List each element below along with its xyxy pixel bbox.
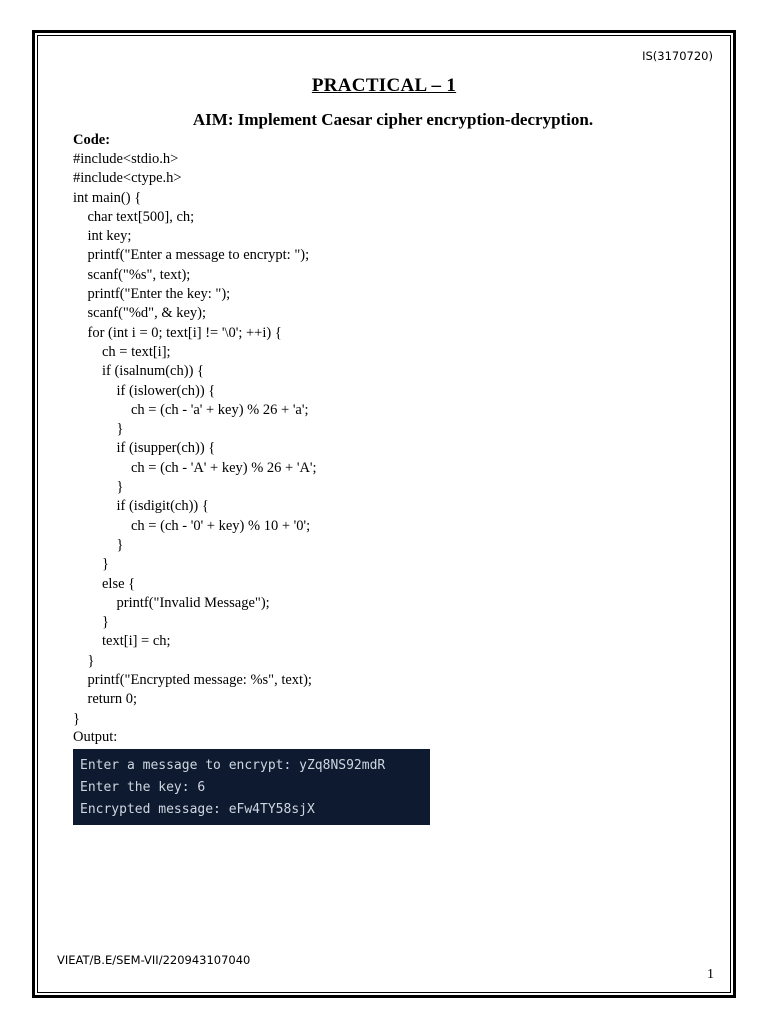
course-code: IS(3170720) — [642, 49, 713, 63]
code-line: } — [73, 421, 124, 438]
terminal-line: Encrypted message: eFw4TY58sjX — [80, 802, 315, 817]
code-line: if (isalnum(ch)) { — [73, 363, 204, 380]
code-line: scanf("%s", text); — [73, 266, 191, 283]
code-line: int main() { — [73, 189, 142, 206]
code-line: if (islower(ch)) { — [73, 382, 216, 399]
code-line: char text[500], ch; — [73, 208, 195, 225]
code-line: } — [73, 536, 124, 553]
output-label: Output: — [73, 729, 118, 745]
terminal-line: Enter the key: 6 — [80, 780, 206, 795]
code-line: printf("Enter the key: "); — [73, 286, 231, 303]
code-line: if (isupper(ch)) { — [73, 440, 216, 457]
terminal-output — [73, 749, 430, 825]
footer-enrollment: VIEAT/B.E/SEM-VII/220943107040 — [57, 953, 251, 967]
code-line: ch = (ch - 'a' + key) % 26 + 'a'; — [73, 401, 309, 418]
code-line: } — [73, 556, 109, 573]
code-line: for (int i = 0; text[i] != '\0'; ++i) { — [73, 324, 282, 341]
code-line: } — [73, 710, 80, 727]
practical-title: PRACTICAL – 1 — [311, 75, 457, 96]
terminal-line: Enter a message to encrypt: yZq8NS92mdR — [80, 758, 386, 773]
code-line: text[i] = ch; — [73, 633, 171, 650]
code-label: Code: — [73, 132, 111, 148]
code-line: scanf("%d", & key); — [73, 305, 207, 322]
code-line: ch = (ch - '0' + key) % 10 + '0'; — [73, 517, 311, 534]
code-line: ch = (ch - 'A' + key) % 26 + 'A'; — [73, 459, 317, 476]
aim-heading: AIM: Implement Caesar cipher encryption-decryption. — [192, 110, 594, 129]
code-line: #include<stdio.h> — [73, 151, 179, 167]
code-line: } — [73, 614, 109, 631]
code-line: printf("Encrypted message: %s", text); — [73, 672, 312, 689]
code-line: int key; — [73, 228, 132, 245]
code-line: ch = text[i]; — [73, 343, 171, 360]
code-line: else { — [73, 575, 136, 592]
code-line: printf("Invalid Message"); — [73, 594, 270, 611]
page-number: 1 — [707, 967, 714, 982]
code-line: } — [73, 479, 124, 496]
code-line: return 0; — [73, 691, 138, 708]
code-line: if (isdigit(ch)) { — [73, 498, 209, 515]
code-line: } — [73, 652, 95, 669]
code-line: printf("Enter a message to encrypt: "); — [73, 247, 310, 264]
code-block — [73, 150, 317, 729]
code-line: #include<ctype.h> — [73, 170, 182, 187]
